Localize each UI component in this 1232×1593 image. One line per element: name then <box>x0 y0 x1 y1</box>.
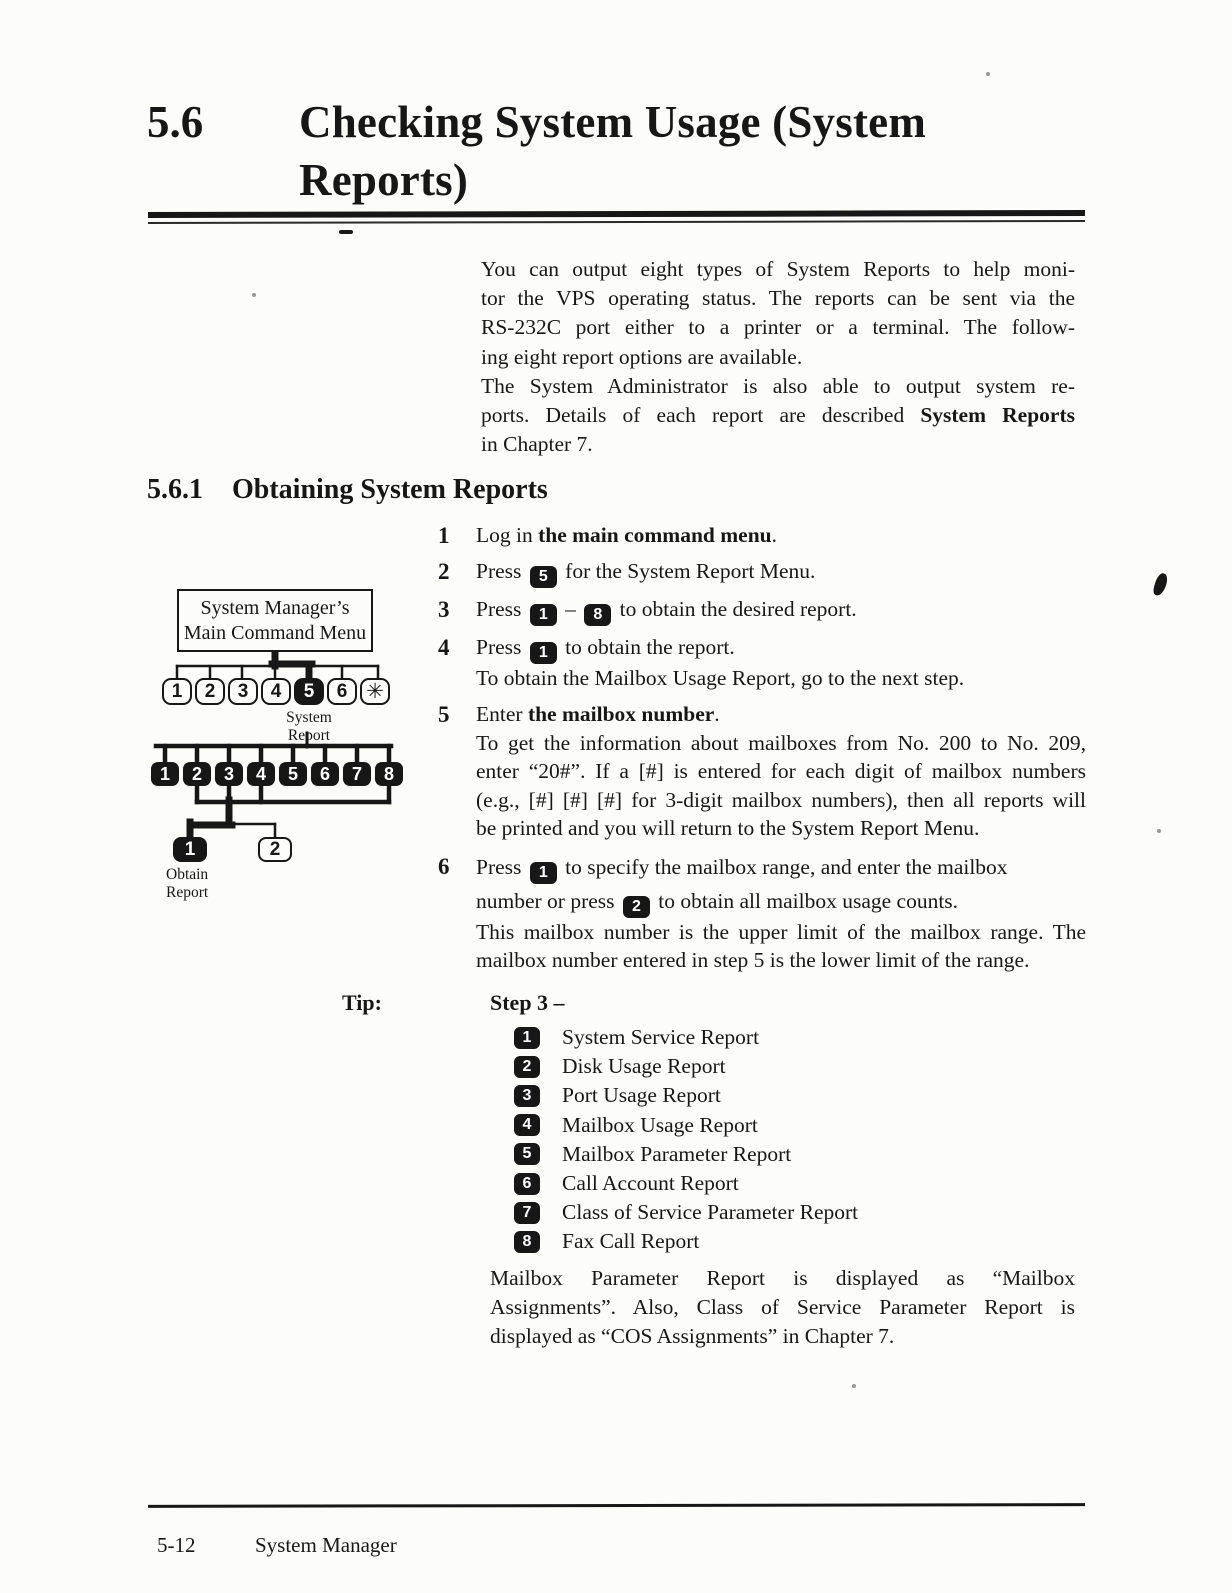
paragraph-line <box>481 255 1075 284</box>
page-title-line-1: Checking System Usage (System <box>299 97 927 147</box>
report-option-item <box>514 1081 1078 1110</box>
step-continuation-row <box>438 814 1086 843</box>
report-option-label: Class of Service Parameter Report <box>562 1200 859 1225</box>
step-text <box>476 595 1086 626</box>
note-line: displayed as “COS Assignments” in Chapter 7. <box>490 1323 895 1348</box>
paragraph-line <box>481 430 1075 459</box>
bold-text: System Reports <box>920 403 1075 428</box>
report-option-label: Port Usage Report <box>562 1083 721 1108</box>
text-run: Log in <box>476 523 539 547</box>
report-option-label: Mailbox Usage Report <box>562 1112 758 1137</box>
subsection-title: Obtaining System Reports <box>232 474 548 505</box>
report-option-item <box>514 1111 1078 1140</box>
text-run: to obtain all mailbox usage counts. <box>652 888 959 913</box>
step-text <box>476 521 1086 550</box>
keypad-key-star: ✳ <box>360 678 390 705</box>
scan-speck <box>852 1384 856 1388</box>
keypad-key-2: 2 <box>195 678 225 705</box>
subsection-number: 5.6.1 <box>147 474 203 505</box>
text-run: You can output eight types of System Reports to help moni- <box>481 257 1075 281</box>
keypad-key-2: 2 <box>623 896 650 918</box>
page-title-line-2: Reports) <box>299 155 469 205</box>
text-run: to specify the mailbox range, and enter the mailbox <box>559 854 1008 879</box>
step-continuation-row <box>438 884 1086 918</box>
text-run: To obtain the Mailbox Usage Report, go to the next step. <box>476 666 965 690</box>
step-row <box>438 633 1086 664</box>
step-continuation-row <box>438 946 1086 975</box>
step-continuation-row <box>438 729 1086 758</box>
text-run: The System Administrator is also able to output system re- <box>481 373 1075 398</box>
step-number: 5 <box>438 701 450 727</box>
keypad-key-5: 5 <box>279 762 307 786</box>
keypad-key-all-counts: 2 <box>258 837 292 862</box>
step-text <box>476 729 1086 758</box>
text-run: . <box>771 523 778 547</box>
step-text <box>476 757 1086 786</box>
step-number: 6 <box>438 853 450 879</box>
step-row <box>438 557 1086 588</box>
section-number: 5.6 <box>147 97 204 147</box>
report-option-label: System Service Report <box>562 1025 760 1050</box>
footer-chapter-label: System Manager <box>255 1533 397 1557</box>
report-options-list <box>490 1023 1078 1257</box>
note-line: Mailbox Parameter Report is displayed as “Mailbox <box>490 1265 1075 1290</box>
report-keys-row <box>151 762 403 786</box>
text-run: RS-232C port either to a printer or a terminal. The follow- <box>481 315 1075 340</box>
keypad-key-3: 3 <box>514 1085 540 1107</box>
keypad-key-2: 2 <box>514 1056 540 1078</box>
scan-speck <box>252 293 256 297</box>
step-text <box>476 814 1086 843</box>
keypad-key-6: 6 <box>311 762 339 786</box>
report-option-label: Disk Usage Report <box>562 1054 726 1079</box>
step-text <box>476 700 1086 729</box>
step-row <box>438 521 1086 550</box>
note-line: Assignments”. Also, Class of Service Parameter Report is <box>490 1294 1075 1319</box>
keypad-key-2: 2 <box>183 762 211 786</box>
step-text <box>476 557 1086 588</box>
step-row <box>438 850 1086 884</box>
step-text <box>476 633 1086 664</box>
text-run: ports. Details of each report are described <box>481 403 921 428</box>
caption-line: Obtain <box>166 866 209 883</box>
text-run: This mailbox number is the upper limit of the mailbox range. The <box>476 919 1086 944</box>
keypad-key-8: 8 <box>584 604 611 626</box>
menu-box-line-1: System Manager’s <box>200 596 350 619</box>
keypad-key-1: 1 <box>162 678 192 705</box>
keypad-key-1: 1 <box>151 762 179 786</box>
page-title <box>299 93 1059 209</box>
text-run: mailbox number entered in step 5 is the lower limit of the range. <box>476 948 1030 972</box>
report-option-item <box>514 1052 1078 1081</box>
report-option-label: Mailbox Parameter Report <box>562 1141 792 1166</box>
paragraph-line <box>481 284 1075 313</box>
caption-line: Report <box>166 884 209 901</box>
text-run: (e.g., [#] [#] [#] for 3-digit mailbox numbers), then all reports will <box>476 787 1086 812</box>
caption-line: System <box>286 709 332 726</box>
title-rule-thin <box>148 220 1085 224</box>
menu-tree-diagram <box>140 575 475 920</box>
menu-box-line-2: Main Command Menu <box>183 621 367 644</box>
stray-dash-mark <box>339 230 353 234</box>
procedure-steps <box>438 521 1086 975</box>
keypad-key-obtain-report: 1 <box>173 837 207 862</box>
keypad-key-6: 6 <box>327 678 357 705</box>
step-row <box>438 595 1086 626</box>
text-run: for the System Report Menu. <box>559 559 816 583</box>
text-run: To get the information about mailboxes from No. 200 to No. 209, <box>476 730 1086 755</box>
keypad-key-4: 4 <box>247 762 275 786</box>
step-row <box>438 700 1086 729</box>
text-run: in Chapter 7. <box>481 432 593 457</box>
text-run: be printed and you will return to the System Report Menu. <box>476 816 980 840</box>
bold-text: the main command menu <box>538 523 772 547</box>
text-run: number or press <box>476 888 620 913</box>
keypad-key-1: 1 <box>530 604 557 626</box>
bold-text: the mailbox number <box>527 701 715 726</box>
tip-note-paragraph <box>490 1264 1075 1351</box>
step-number: 4 <box>438 635 450 660</box>
step-number: 1 <box>438 523 450 548</box>
intro-paragraph <box>481 255 1075 459</box>
keypad-key-4: 4 <box>261 678 291 705</box>
text-run: Enter <box>476 701 528 726</box>
keypad-key-6: 6 <box>514 1173 540 1195</box>
report-option-item <box>514 1169 1078 1198</box>
text-run: – <box>559 597 582 621</box>
paragraph-line <box>481 343 1075 372</box>
caption-line: Report <box>287 727 331 744</box>
step-continuation-row <box>438 664 1086 693</box>
step-text <box>476 664 1086 693</box>
keypad-key-1: 1 <box>530 642 557 664</box>
paragraph-line <box>481 313 1075 342</box>
report-option-item <box>514 1140 1078 1169</box>
text-run: enter “20#”. If a [#] is entered for each digit of mailbox numbers <box>476 759 1086 783</box>
tip-label: Tip: <box>342 990 382 1015</box>
system-report-caption <box>269 709 349 745</box>
scan-speck <box>1157 829 1161 833</box>
step-text <box>476 918 1086 947</box>
title-rule <box>148 210 1085 218</box>
step-continuation-row <box>438 786 1086 815</box>
step-continuation-row <box>438 757 1086 786</box>
text-run: Press <box>476 635 527 659</box>
keypad-key-3: 3 <box>228 678 258 705</box>
text-run: Press <box>476 559 527 583</box>
keypad-key-3: 3 <box>215 762 243 786</box>
step-text <box>476 786 1086 815</box>
report-option-label: Call Account Report <box>562 1171 739 1196</box>
tip-heading: Step 3 – <box>490 990 565 1015</box>
keypad-key-8: 8 <box>375 762 403 786</box>
text-run: to obtain the report. <box>559 635 735 659</box>
report-option-item <box>514 1227 1078 1256</box>
report-option-label: Fax Call Report <box>562 1229 700 1254</box>
report-option-item <box>514 1023 1078 1052</box>
keypad-key-4: 4 <box>514 1114 540 1136</box>
footer-rule <box>148 1503 1085 1507</box>
step-text <box>476 946 1086 975</box>
keypad-key-5: 5 <box>294 678 324 705</box>
keypad-key-1: 1 <box>514 1027 540 1049</box>
text-run: Press <box>476 854 527 879</box>
keypad-key-8: 8 <box>514 1231 540 1253</box>
keypad-key-7: 7 <box>514 1202 540 1224</box>
paragraph-line <box>481 401 1075 430</box>
step-number: 2 <box>438 559 450 584</box>
footer-page-number: 5-12 <box>157 1533 196 1557</box>
text-run: ing eight report options are available. <box>481 344 803 369</box>
step-text <box>476 884 1086 918</box>
obtain-report-caption <box>166 866 208 902</box>
scan-speck <box>986 72 990 76</box>
step-text <box>476 850 1086 884</box>
keypad-key-5: 5 <box>514 1143 540 1165</box>
tip-body <box>490 988 1078 1351</box>
main-command-menu-box <box>177 589 373 652</box>
keypad-key-7: 7 <box>343 762 371 786</box>
paragraph-line <box>481 372 1075 401</box>
text-run: . <box>714 701 720 726</box>
ink-mark <box>1152 572 1170 597</box>
main-menu-keys-row <box>162 678 390 705</box>
step-continuation-row <box>438 918 1086 947</box>
text-run: tor the VPS operating status. The reports can be sent via the <box>481 286 1075 311</box>
text-run: to obtain the desired report. <box>614 597 857 621</box>
keypad-key-1: 1 <box>530 862 557 884</box>
keypad-key-5: 5 <box>530 566 557 588</box>
step-number: 3 <box>438 597 450 622</box>
text-run: Press <box>476 597 527 621</box>
report-option-item <box>514 1198 1078 1227</box>
